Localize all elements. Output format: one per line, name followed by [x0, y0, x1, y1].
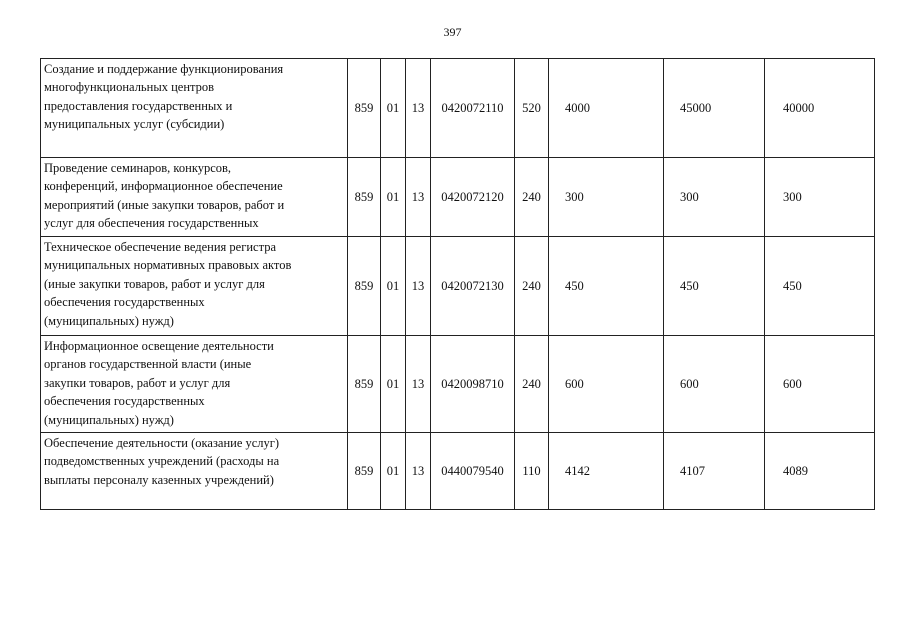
table-body [41, 59, 875, 510]
expense-name-line: конференций, информационное обеспечение [44, 179, 283, 194]
amount-year-3-cell: 600 [765, 336, 875, 433]
expense-name-cell [41, 59, 348, 158]
target-article-cell: 0440079540 [431, 433, 515, 510]
expense-name-line: Создание и поддержание функционирования [44, 62, 284, 76]
expense-name-line: обеспечения государственных [44, 295, 205, 310]
section-code-cell: 01 [381, 336, 406, 433]
table-row [41, 336, 875, 433]
budget-table [40, 58, 875, 510]
subsection-code-cell: 13 [406, 433, 431, 510]
ministry-code-cell: 859 [348, 336, 381, 433]
amount-year-2-cell: 45000 [664, 59, 765, 158]
subsection-code-cell: 13 [406, 158, 431, 237]
expense-name-line: муниципальных услуг (субсидии) [44, 117, 225, 132]
amount-year-3-cell: 40000 [765, 59, 875, 158]
amount-year-1-cell: 600 [549, 336, 664, 433]
expense-name-line: предоставления государственных и [44, 98, 233, 113]
section-code-cell: 01 [381, 59, 406, 158]
expense-name-cell [41, 158, 348, 237]
amount-year-3-cell: 300 [765, 158, 875, 237]
amount-year-2-cell: 450 [664, 237, 765, 336]
expense-name-cell [41, 237, 348, 336]
expense-name-line: Техническое обеспечение ведения регистра [44, 240, 276, 254]
expense-name-line: Обеспечение деятельности (оказание услуг) [44, 436, 280, 450]
expense-name-line: органов государственной власти (иные [44, 357, 252, 372]
expense-name-line: услуг для обеспечения государственных [44, 216, 259, 231]
table-row [41, 59, 875, 158]
expense-name-line: закупки товаров, работ и услуг для [44, 375, 231, 390]
expense-name-line: (муниципальных) нужд) [44, 313, 174, 328]
expense-type-cell: 240 [515, 158, 549, 237]
expense-type-cell: 240 [515, 336, 549, 433]
expense-name-line: мероприятий (иные закупки товаров, работ и [44, 197, 285, 212]
table-row [41, 237, 875, 336]
subsection-code-cell: 13 [406, 237, 431, 336]
target-article-cell: 0420072130 [431, 237, 515, 336]
table-row [41, 433, 875, 510]
expense-name-line: подведомственных учреждений (расходы на [44, 454, 280, 469]
section-code-cell: 01 [381, 158, 406, 237]
expense-type-cell: 520 [515, 59, 549, 158]
expense-type-cell: 110 [515, 433, 549, 510]
expense-name-cell [41, 336, 348, 433]
expense-name-line: муниципальных нормативных правовых актов [44, 258, 292, 273]
amount-year-1-cell: 300 [549, 158, 664, 237]
amount-year-2-cell: 4107 [664, 433, 765, 510]
amount-year-1-cell: 450 [549, 237, 664, 336]
expense-name-line: многофункциональных центров [44, 80, 215, 95]
expense-name-line: (муниципальных) нужд) [44, 412, 174, 427]
subsection-code-cell: 13 [406, 336, 431, 433]
section-code-cell: 01 [381, 433, 406, 510]
amount-year-2-cell: 300 [664, 158, 765, 237]
expense-name-cell [41, 433, 348, 510]
ministry-code-cell: 859 [348, 59, 381, 158]
section-code-cell: 01 [381, 237, 406, 336]
ministry-code-cell: 859 [348, 237, 381, 336]
table-row [41, 158, 875, 237]
expense-name-line: обеспечения государственных [44, 394, 205, 409]
ministry-code-cell: 859 [348, 433, 381, 510]
amount-year-1-cell: 4142 [549, 433, 664, 510]
expense-name-line: (иные закупки товаров, работ и услуг для [44, 276, 265, 291]
expense-name-line: выплаты персоналу казенных учреждений) [44, 472, 274, 487]
expense-name-line: Проведение семинаров, конкурсов, [44, 161, 232, 175]
target-article-cell: 0420072120 [431, 158, 515, 237]
ministry-code-cell: 859 [348, 158, 381, 237]
expense-name-line: Информационное освещение деятельности [44, 339, 274, 353]
amount-year-2-cell: 600 [664, 336, 765, 433]
page-number: 397 [443, 25, 462, 39]
target-article-cell: 0420098710 [431, 336, 515, 433]
subsection-code-cell: 13 [406, 59, 431, 158]
amount-year-1-cell: 4000 [549, 59, 664, 158]
amount-year-3-cell: 4089 [765, 433, 875, 510]
amount-year-3-cell: 450 [765, 237, 875, 336]
target-article-cell: 0420072110 [431, 59, 515, 158]
expense-type-cell: 240 [515, 237, 549, 336]
